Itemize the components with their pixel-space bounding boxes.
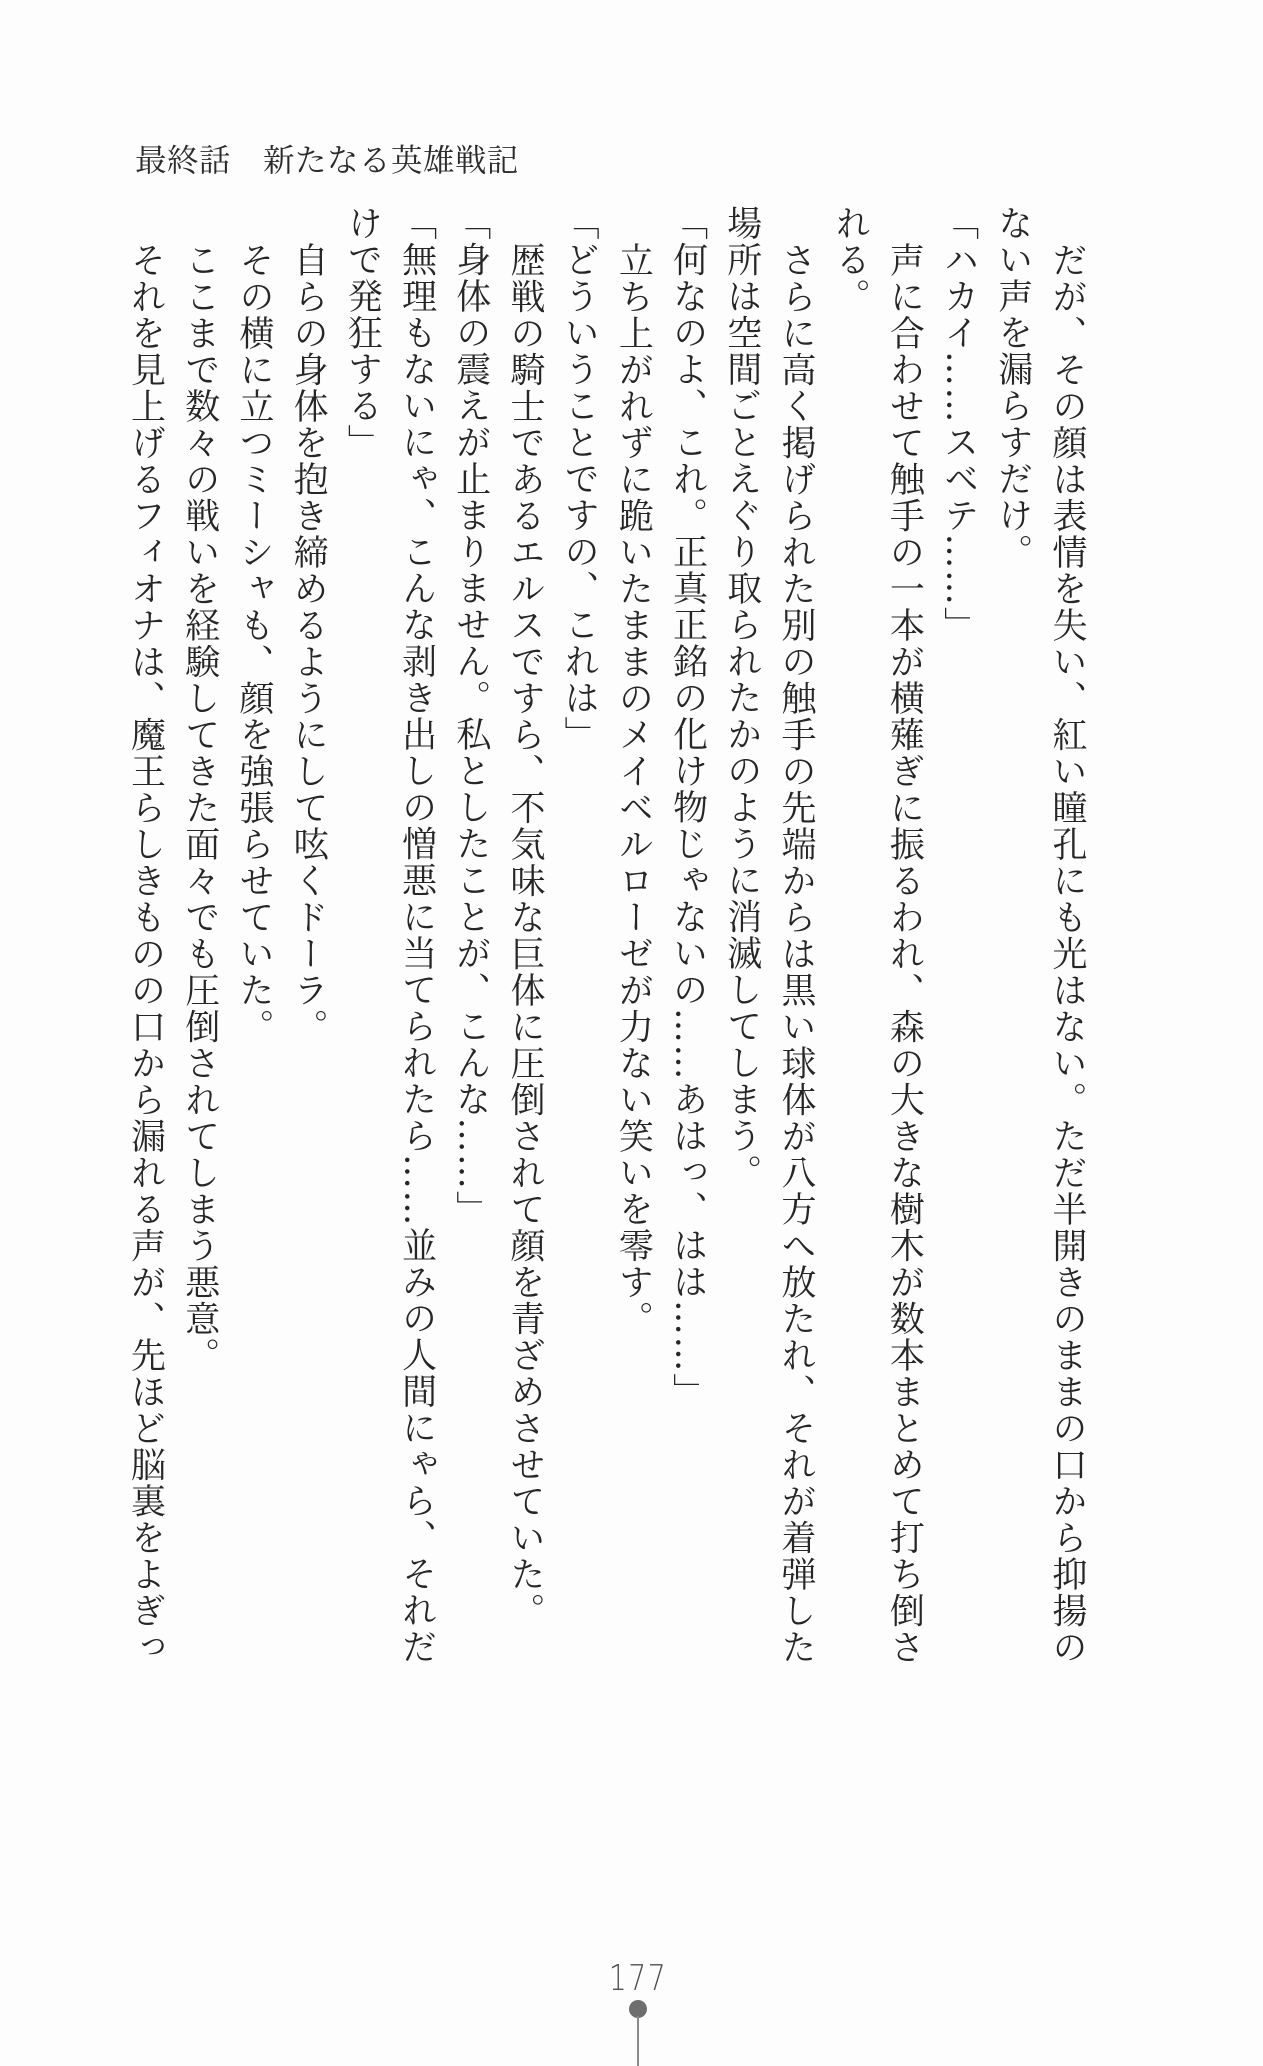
paragraph: 声に合わせて触手の一本が横薙ぎに振るわれ、森の大きな樹木が数本まとめて打ち倒される。 bbox=[830, 205, 925, 1665]
paragraph: だが、その顔は表情を失い、紅い瞳孔にも光はない。ただ半開きのままの口から抑揚のない声を漏らすだけ。 bbox=[992, 205, 1087, 1665]
paragraph: 「身体の震えが止まりません。私としたことが、こんな……」 bbox=[450, 205, 491, 1227]
paragraph: ここまで数々の戦いを経験してきた面々でも圧倒されてしまう悪意。 bbox=[179, 241, 220, 1373]
vertical-text-block bbox=[118, 205, 1094, 1667]
paragraph: それを見上げるフィオナは、魔王らしきものの口から漏れる声が、先ほど脳裏をよぎっ bbox=[125, 241, 166, 1665]
chapter-header: 最終話 新たなる英雄戦記 bbox=[135, 143, 520, 179]
paragraph: 立ち上がれずに跪いたままのメイベルローゼが力ない笑いを零す。 bbox=[613, 241, 654, 1337]
paragraph: 「無理もないにゃ、こんな剥き出しの憎悪に当てられたら……並みの人間にゃら、それだけで発狂する」 bbox=[342, 205, 437, 1665]
paragraph: 「何なのよ、これ。正真正銘の化け物じゃないの……あはっ、はは……」 bbox=[667, 205, 708, 1410]
footer-line-ornament bbox=[637, 2016, 639, 2066]
page-number: 177 bbox=[608, 1958, 668, 1999]
paragraph: 自らの身体を抱き締めるようにして呟くドーラ。 bbox=[288, 241, 329, 1045]
paragraph: 「どういうことですの、これは」 bbox=[559, 205, 600, 753]
paragraph: 歴戦の騎士であるエルスですら、不気味な巨体に圧倒されて顔を青ざめさせていた。 bbox=[504, 241, 545, 1629]
paragraph: その横に立つミーシャも、顔を強張らせていた。 bbox=[233, 241, 274, 1045]
paragraph: 「ハカイ……スベテ……」 bbox=[938, 205, 979, 643]
paragraph: さらに高く掲げられた別の触手の先端からは黒い球体が八方へ放たれ、それが着弾した場所は空間ごとえぐり取られたかのように消滅してしまう。 bbox=[721, 205, 816, 1665]
